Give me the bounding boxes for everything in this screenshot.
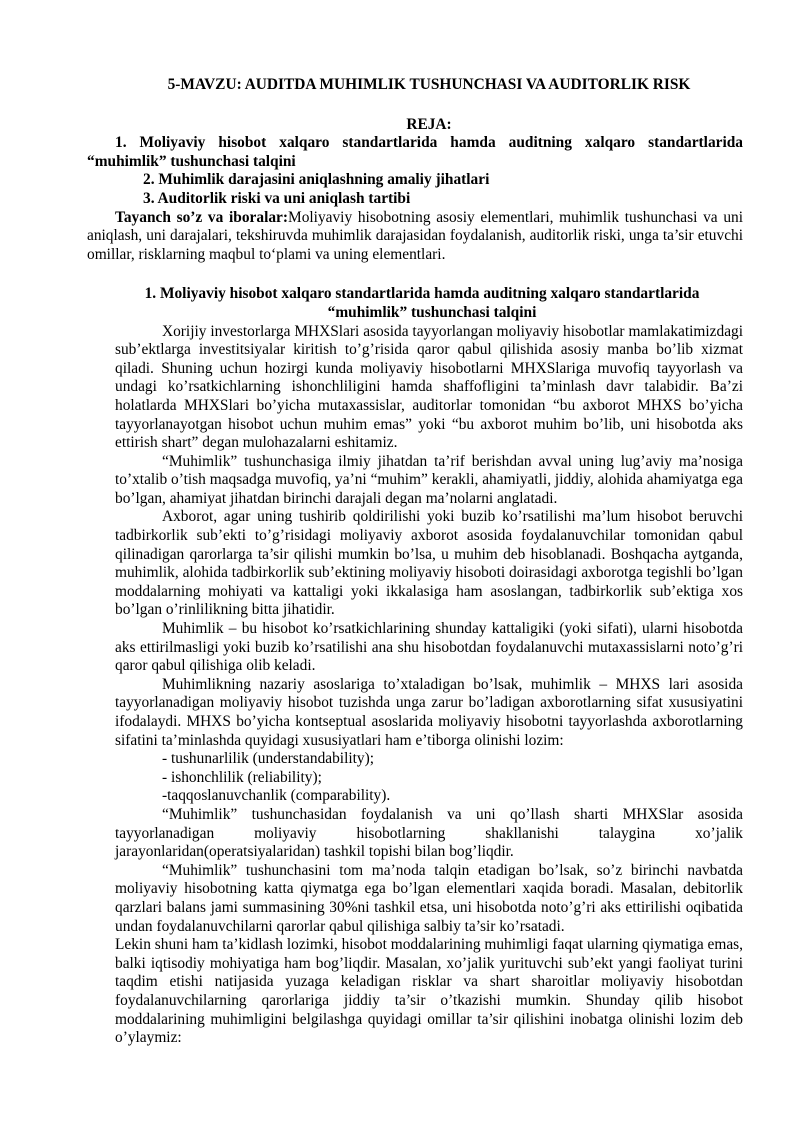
section-1-paragraph: Muhimlikning nazariy asoslariga to’xtaladigan bo’lsak, muhimlik – MHXS lari asosida tayyorlanadigan moliyaviy hisobot tuzishda unga zarur bo’ladigan axborotlarning sifat xususiyatini ifodalaydi. MHXS bo’yicha kontseptual asoslarida moliyaviy hisobotni tayyorlashda axborotlarning sifatini ta’minlashda quyidagi xususiyatlari ham e’tiborga olinishi lozim: — [115, 675, 743, 749]
plan-item-1: 1. Moliyaviy hisobot xalqaro standartlarida hamda auditning xalqaro standartlarida “muhimlik” tushunchasi talqini — [87, 134, 743, 170]
plan-item-3: 3. Auditorlik riski va uni aniqlash tartibi — [143, 189, 411, 207]
document-title: 5-MAVZU: AUDITDA MUHIMLIK TUSHUNCHASI VA AUDITORLIK RISK — [167, 76, 691, 93]
keywords-label: Tayanch so’z va iboralar: — [115, 208, 289, 226]
keywords-text: Moliyaviy hisobotning asosiy elementlari, muhimlik tushunchasi va uni aniqlash, uni darajalari, tekshiruvda muhimlik darajasidan foydalanish, auditorlik riski, unga ta’sir etuvchi omillar, risklarning maqbul to‘plami va uning elementlari. — [87, 208, 743, 263]
section-1-paragraph: “Muhimlik” tushunchasiga ilmiy jihatdan ta’rif berishdan avval uning lug’aviy ma’nosiga to’xtalib o’tish maqsadga muvofiq, ya’ni “muhim” kerakli, ahamiyatli, jiddiy, alohida ahamiyatga ega bo’lgan, ahamiyat jihatdan birinchi darajali degan ma’nolarni anglatadi. — [115, 452, 743, 507]
section-1-final-paragraph: Lekin shuni ham ta’kidlash lozimki, hisobot moddalarining muhimligi faqat ularning qiymatiga emas, balki iqtisodiy mohiyatiga ham bog’liqdir. Masalan, xo’jalik yurituvchi sub’ekt yangi faoliyat turini taqdim etishi natijasida yuzaga keladigan risklar va shart sharoitlar moliyaviy hisobotdan foydalanuvchilarning qarorlariga jiddiy ta’sir o’tkazishi mumkin. Shunday qilib hisobot moddalarining muhimligini belgilashga quyidagi omillar ta’sir qilishini inobatga olinishi lozim deb o’ylaymiz: — [115, 936, 743, 1047]
section-1-heading — [115, 285, 743, 322]
section-1-paragraph: Xorijiy investorlarga MHXSlari asosida tayyorlangan moliyaviy hisobotlar mamlakatimizdagi sub’ektlarga investitsiyalar kiritish to’g’risida qaror qabul qilishida asosiy manba bo’lib xizmat qiladi. Shuning uchun hozirgi kunda moliyaviy hisobotlarni MHXSlariga muvofiq tayyorlash va undagi ko’rsatkichlarning ishonchliligini hamda shaffofligini ta’minlash davr talabidir. Ba’zi holatlarda MHXSlari bo’yicha mutaxassislar, auditorlar tomonidan “bu axborot MHXS bo’yicha tayyorlanayotgan hisobot uchun muhim emas” yoki “bu axborot muhim bo’lib, uni hisobotda aks ettirish shart” degan mulohazalarni eshitamiz. — [115, 322, 743, 452]
section-1-paragraph: “Muhimlik” tushunchasidan foydalanish va uni qo’llash sharti MHXSlar asosida tayyorlanadigan moliyaviy hisobotlarning shakllanishi talaygina xo’jalik jarayonlaridan(operatsiyalaridan) tashkil topishi bilan bog’liqdir. — [115, 805, 743, 861]
section-1-paragraph: “Muhimlik” tushunchasini tom ma’noda talqin etadigan bo’lsak, so’z birinchi navbatda moliyaviy hisobotning katta qiymatga ega bo’lgan elementlari xaqida boradi. Masalan, debitorlik qarzlari balans jami summasining 30%ni tashkil etsa, uni hisobotda noto’g’ri aks ettirilishi oqibatida undan foydalanuvchilarni qarorlar qabul qilishiga salbiy ta’sir ko’rsatadi. — [115, 861, 743, 935]
plan-heading: REJA: — [406, 115, 452, 133]
keywords-paragraph — [87, 209, 743, 265]
list-item: -taqqoslanuvchanlik (comparability). — [162, 787, 391, 805]
section-1-paragraph: Axborot, agar uning tushirib qoldirilishi yoki buzib ko’rsatilishi ma’lum hisobot beruvchi tadbirkorlik sub’ekti to’g’risidagi moliyaviy axborot asosida foydalanuvchilar tomonidan qabul qilinadigan qarorlarga ta’sir qilishi mumkin bo’lsa, u muhim deb hisoblanadi. Boshqacha aytganda, muhimlik, alohida tadbirkorlik sub’ektining moliyaviy hisoboti doirasidagi axborotga tegishli bo’lgan moddalarning mohiyati va kattaligi yoki ikkalasiga ham asoslangan, tadbirkorlik sub’ektiga xos bo’lgan o’rinlilikning bitta jihatidir. — [115, 508, 743, 619]
section-1-heading-line2: “muhimlik” tushunchasi talqini — [327, 303, 537, 321]
section-1-heading-line1: 1. Moliyaviy hisobot xalqaro standartlarida hamda auditning xalqaro standartlarida — [144, 285, 700, 303]
section-1-paragraph: Muhimlik – bu hisobot ko’rsatkichlarining shunday kattaligiki (yoki sifati), ularni hisobotda aks ettirilmasligi yoki buzib ko’rsatilishi ana shu hisobotdan foydalanuvchi mutaxassislarni noto’g’ri qaror qabul qilishiga olib keladi. — [115, 620, 743, 675]
list-item: - ishonchlilik (reliability); — [162, 768, 322, 786]
plan-item-2: 2. Muhimlik darajasini aniqlashning amaliy jihatlari — [143, 171, 490, 189]
list-item: - tushunarlilik (understandability); — [162, 750, 375, 768]
